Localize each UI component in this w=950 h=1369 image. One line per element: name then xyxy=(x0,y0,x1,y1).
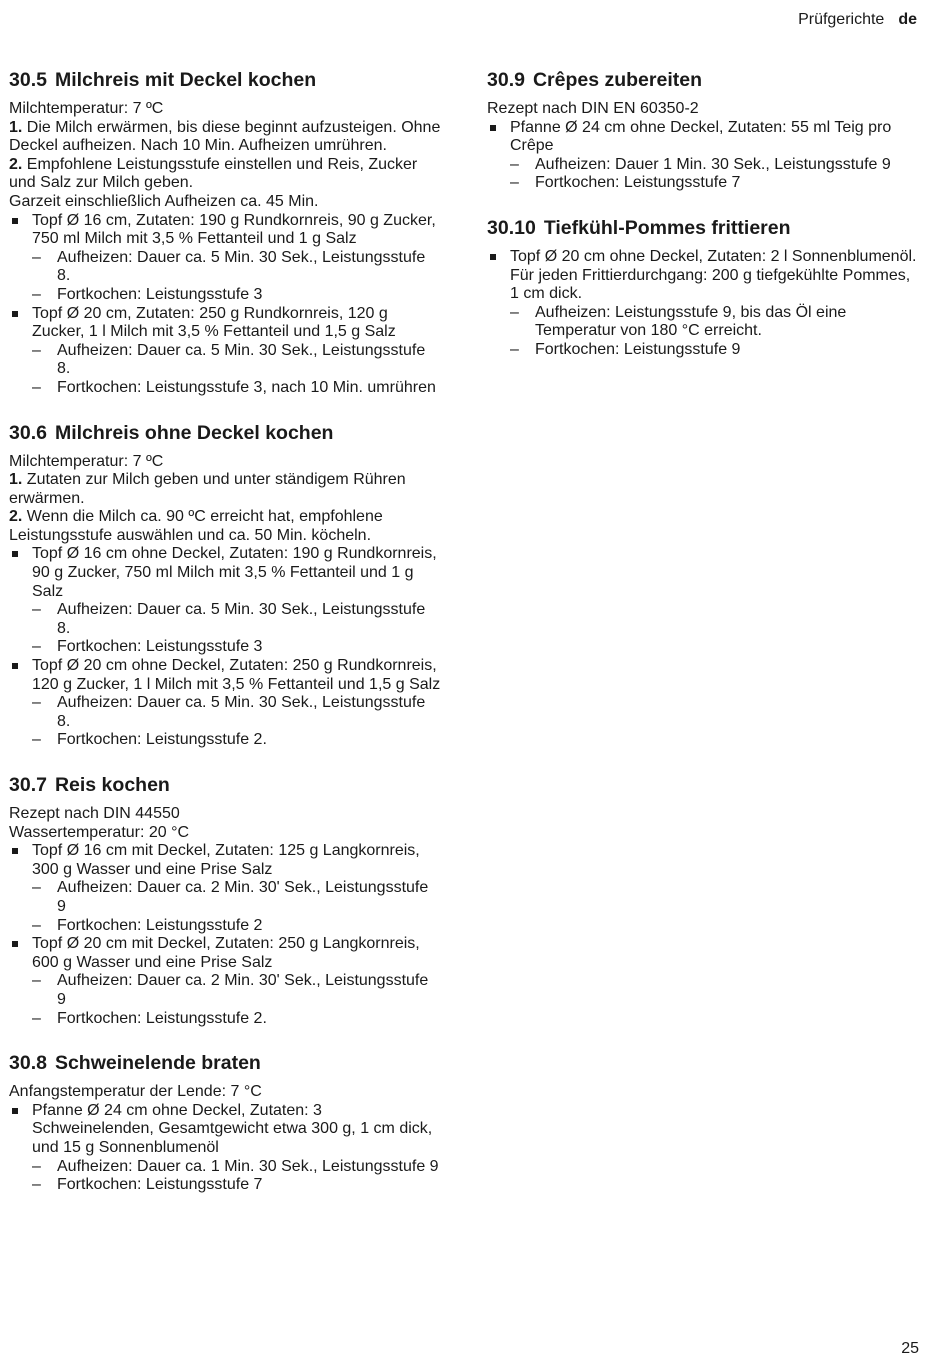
sub-item: – Fortkochen: Leistungsstufe 7 xyxy=(32,1176,441,1195)
sub-item: – Fortkochen: Leistungsstufe 2 xyxy=(32,917,441,936)
sub-item: – Aufheizen: Dauer ca. 5 Min. 30 Sek., Leistungsstufe 8. xyxy=(32,601,441,638)
sub-item: – Aufheizen: Leistungsstufe 9, bis das Öl eine Temperatur von 180 °C erreicht. xyxy=(510,304,922,341)
sub-list xyxy=(32,879,441,935)
sub-list xyxy=(32,1158,441,1195)
section-heading xyxy=(487,68,922,92)
section-heading xyxy=(487,216,922,240)
step-number: 2. xyxy=(9,508,23,526)
step xyxy=(9,119,441,156)
recipe-section xyxy=(9,773,441,1028)
step-text: Empfohlene Leistungsstufe einstellen und Reis, Zucker und Salz zur Milch geben. xyxy=(9,155,418,192)
list-item xyxy=(9,842,441,935)
item-text: Topf Ø 16 cm ohne Deckel, Zutaten: 190 g Rundkornreis, 90 g Zucker, 750 ml Milch mit 3,5 % Fettanteil und 1 g Salz xyxy=(32,545,437,600)
list-item xyxy=(9,657,441,750)
header-language: de xyxy=(898,11,917,28)
recipe-section xyxy=(9,421,441,751)
section-number: 30.5 xyxy=(9,69,47,91)
step-text: Wenn die Milch ca. 90 ºC erreicht hat, empfohlene Leistungsstufe auswählen und ca. 50 Min. köcheln. xyxy=(9,508,383,544)
header-section: Prüfgerichte xyxy=(798,11,885,28)
sub-item: – Fortkochen: Leistungsstufe 7 xyxy=(510,174,922,193)
item-text: Pfanne Ø 24 cm ohne Deckel, Zutaten: 3 Schweinelenden, Gesamtgewicht etwa 300 g, 1 cm dick, und 15 g Sonnenblumenöl xyxy=(32,1101,433,1156)
list-item xyxy=(9,545,441,657)
sub-item: – Aufheizen: Dauer ca. 5 Min. 30 Sek., Leistungsstufe 8. xyxy=(32,342,441,379)
recipe-section xyxy=(487,68,922,193)
list-item xyxy=(9,212,441,305)
item-text: Pfanne Ø 24 cm ohne Deckel, Zutaten: 55 ml Teig pro Crêpe xyxy=(510,118,892,155)
item-text: Topf Ø 16 cm mit Deckel, Zutaten: 125 g Langkornreis, 300 g Wasser und eine Prise Salz xyxy=(32,842,420,878)
page-number: 25 xyxy=(901,1340,919,1358)
ingredient-list xyxy=(9,1102,441,1195)
step-number: 2. xyxy=(9,155,23,173)
sub-item: – Aufheizen: Dauer ca. 2 Min. 30' Sek., Leistungsstufe 9 xyxy=(32,972,441,1009)
sub-list xyxy=(32,342,441,398)
ingredient-list xyxy=(487,248,922,360)
sub-item: – Aufheizen: Dauer ca. 5 Min. 30 Sek., Leistungsstufe 8. xyxy=(32,249,441,286)
ingredient-list xyxy=(9,212,441,398)
step xyxy=(9,471,441,508)
recipe-section xyxy=(9,1051,441,1195)
intro-line: Milchtemperatur: 7 ºC xyxy=(9,100,164,117)
sub-item: – Aufheizen: Dauer ca. 1 Min. 30 Sek., Leistungsstufe 9 xyxy=(32,1158,441,1177)
list-item xyxy=(9,935,441,1028)
sub-list xyxy=(32,601,441,657)
sub-list xyxy=(510,304,922,360)
right-column xyxy=(487,68,922,383)
sub-list xyxy=(32,249,441,305)
item-text: Topf Ø 20 cm, Zutaten: 250 g Rundkornreis, 120 g Zucker, 1 l Milch mit 3,5 % Fettanteil und 1,5 g Salz xyxy=(32,304,396,341)
section-number: 30.7 xyxy=(9,774,47,796)
sub-item: – Fortkochen: Leistungsstufe 2. xyxy=(32,731,441,750)
step xyxy=(9,508,441,545)
running-header xyxy=(798,11,917,30)
list-item xyxy=(9,305,441,398)
intro-line: Rezept nach DIN EN 60350-2 xyxy=(487,100,699,117)
section-title: Crêpes zubereiten xyxy=(532,69,703,91)
section-title: Schweinelende braten xyxy=(54,1052,261,1075)
recipe-section xyxy=(487,216,922,360)
sub-item: – Fortkochen: Leistungsstufe 3 xyxy=(32,638,441,657)
list-item xyxy=(487,248,922,360)
item-text: Topf Ø 20 cm mit Deckel, Zutaten: 250 g Langkornreis, 600 g Wasser und eine Prise Salz xyxy=(32,935,420,971)
step-number: 1. xyxy=(9,471,23,489)
outro-line: Garzeit einschließlich Aufheizen ca. 45 Min. xyxy=(9,192,319,210)
sub-item: – Aufheizen: Dauer ca. 5 Min. 30 Sek., Leistungsstufe 8. xyxy=(32,694,441,731)
sub-item: – Aufheizen: Dauer 1 Min. 30 Sek., Leistungsstufe 9 xyxy=(510,156,922,175)
sub-item: – Aufheizen: Dauer ca. 2 Min. 30' Sek., Leistungsstufe 9 xyxy=(32,879,441,916)
section-number: 30.8 xyxy=(9,1052,47,1075)
item-text: Topf Ø 16 cm, Zutaten: 190 g Rundkornreis, 90 g Zucker, 750 ml Milch mit 3,5 % Fettanteil und 1 g Salz xyxy=(32,211,436,248)
list-item xyxy=(487,119,922,193)
section-title: Milchreis mit Deckel kochen xyxy=(54,69,317,91)
section-heading xyxy=(9,68,441,92)
section-number: 30.10 xyxy=(487,216,536,239)
section-number: 30.6 xyxy=(9,421,47,444)
section-heading xyxy=(9,421,441,445)
item-text: Topf Ø 20 cm ohne Deckel, Zutaten: 2 l Sonnenblumenöl. Für jeden Frittierdurchgang: 200 g tiefgekühlte Pommes, 1 cm dick. xyxy=(510,247,917,303)
section-heading xyxy=(9,1051,441,1075)
ingredient-list xyxy=(487,119,922,193)
ingredient-list xyxy=(9,545,441,750)
left-column xyxy=(9,68,441,1218)
sub-item: – Fortkochen: Leistungsstufe 2. xyxy=(32,1010,441,1029)
list-item xyxy=(9,1102,441,1195)
step-text: Zutaten zur Milch geben und unter ständigem Rühren erwärmen. xyxy=(9,471,406,507)
intro-line: Anfangstemperatur der Lende: 7 °C xyxy=(9,1083,262,1101)
intro-line: Milchtemperatur: 7 ºC xyxy=(9,452,164,470)
recipe-section xyxy=(9,68,441,398)
item-text: Topf Ø 20 cm ohne Deckel, Zutaten: 250 g Rundkornreis, 120 g Zucker, 1 l Milch mit 3,5 % Fettanteil und 1,5 g Salz xyxy=(32,657,441,693)
section-heading xyxy=(9,773,441,797)
sub-list xyxy=(32,972,441,1028)
section-title: Tiefkühl-Pommes frittieren xyxy=(543,216,791,239)
sub-list xyxy=(32,694,441,750)
intro-line: Wassertemperatur: 20 °C xyxy=(9,823,190,841)
sub-item: – Fortkochen: Leistungsstufe 9 xyxy=(510,341,922,360)
step xyxy=(9,156,441,193)
step-number: 1. xyxy=(9,118,23,136)
section-title: Reis kochen xyxy=(54,774,170,796)
sub-list xyxy=(510,156,922,193)
sub-item: – Fortkochen: Leistungsstufe 3 xyxy=(32,286,441,305)
section-title: Milchreis ohne Deckel kochen xyxy=(54,421,334,444)
sub-item: – Fortkochen: Leistungsstufe 3, nach 10 Min. umrühren xyxy=(32,379,441,398)
intro-line: Rezept nach DIN 44550 xyxy=(9,805,180,822)
ingredient-list xyxy=(9,842,441,1028)
section-number: 30.9 xyxy=(487,69,525,91)
step-text: Die Milch erwärmen, bis diese beginnt aufzusteigen. Ohne Deckel aufheizen. Nach 10 Min. Aufheizen umrühren. xyxy=(9,118,441,155)
